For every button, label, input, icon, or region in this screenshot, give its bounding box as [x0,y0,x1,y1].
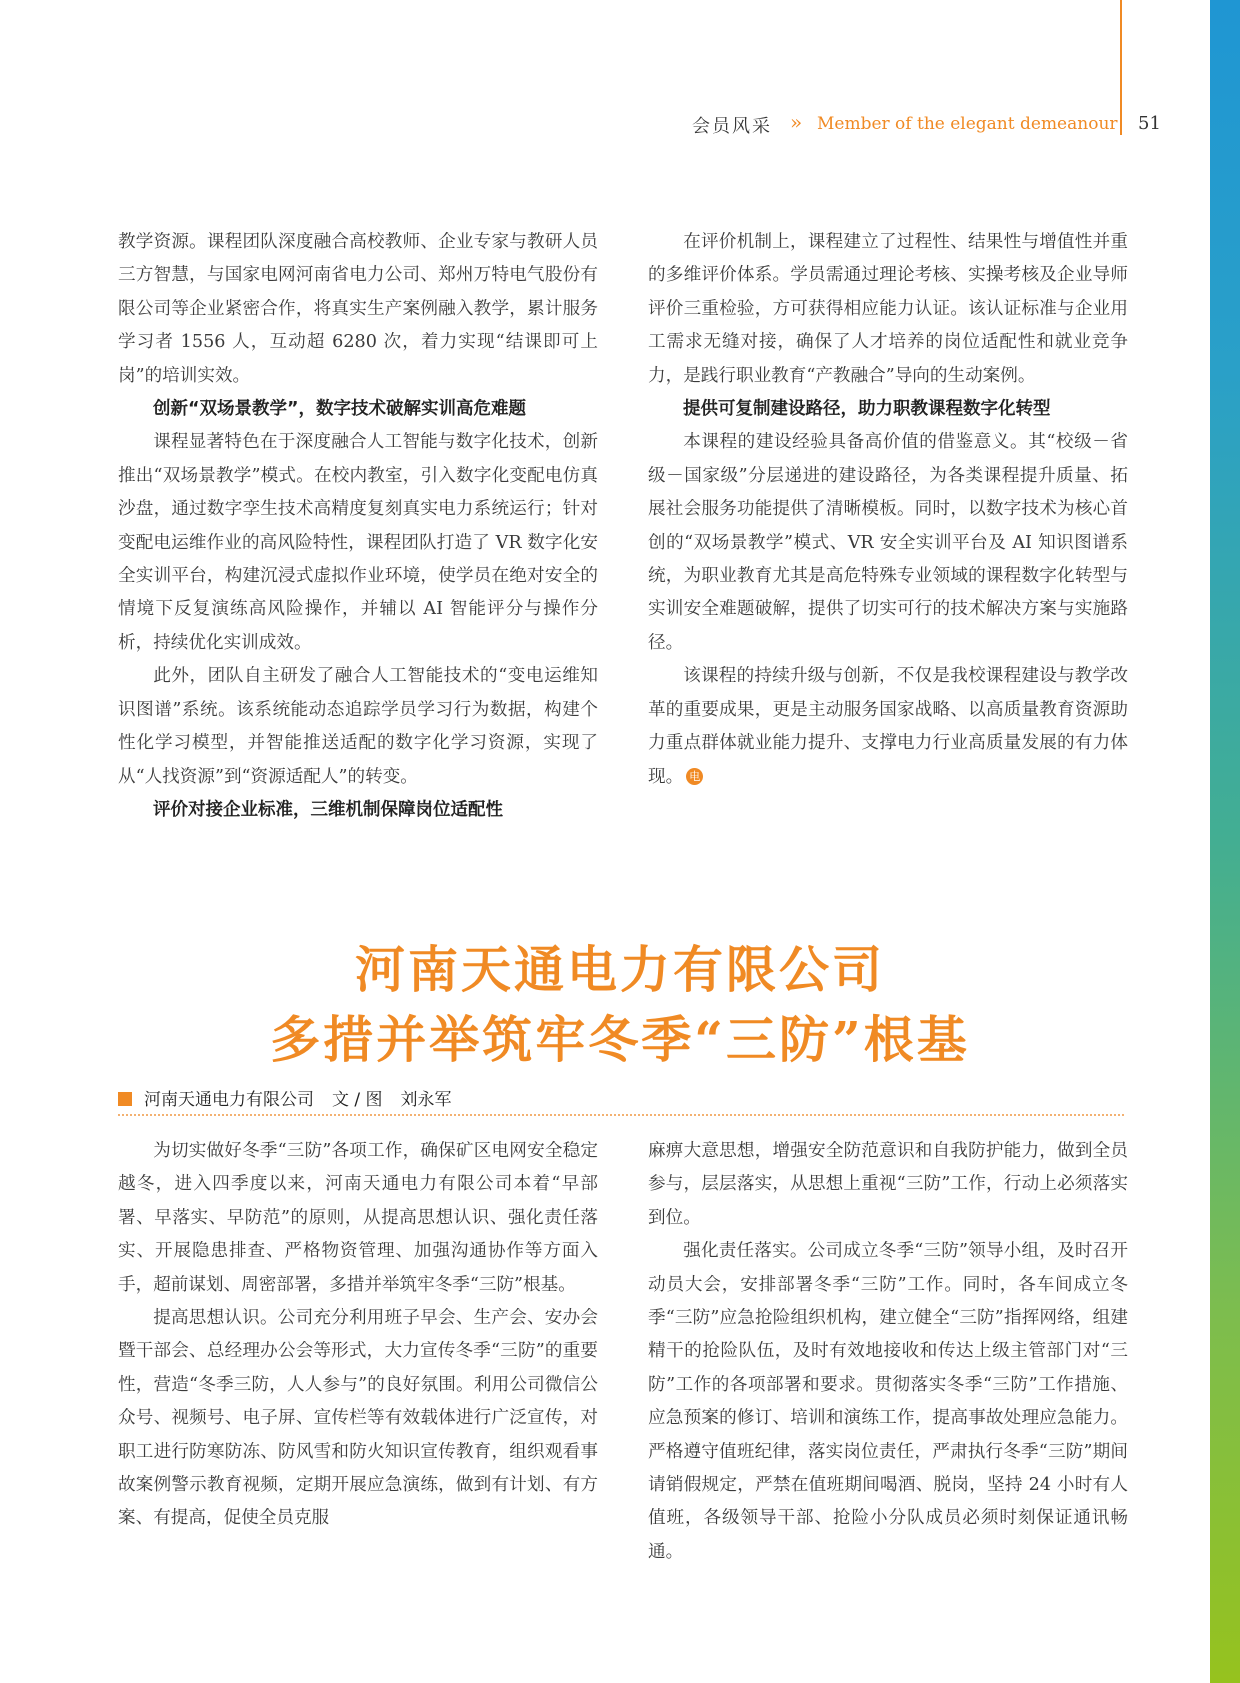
article-byline [118,1085,470,1109]
paragraph-text: 评价对接企业标准，三维机制保障岗位适配性 [153,799,503,820]
paragraph-text: 在评价机制上，课程建立了过程性、结果性与增值性并重的多维评价体系。学员需通过理论考核、实操考核及企业导师评价三重检验，方可获得相应能力认证。该认证标准与企业用工需求无缝对接，确保了人才培养的岗位适配性和就业竞争力，是践行职业教育“产教融合”导向的生动案例。 [648,232,1128,386]
section-heading [648,393,1128,426]
paragraph-text: 提高思想认识。公司充分利用班子早会、生产会、安办会暨干部会、总经理办公会等形式，大力宣传冬季“三防”的重要性，营造“冬季三防，人人参与”的良好氛围。利用公司微信公众号、视频号、电子屏、宣传栏等有效载体进行广泛宣传，对职工进行防寒防冻、防风雪和防火知识宣传教育，组织观看事故案例警示教育视频，定期开展应急演练，做到有计划、有方案、有提高，促使全员克服 [118,1308,598,1529]
section-title-en: Member of the elegant demeanour [817,114,1118,134]
byline-company: 河南天通电力有限公司 [144,1090,314,1110]
top-article-left-column [118,226,598,827]
paragraph-text: 强化责任落实。公司成立冬季“三防”领导小组，及时召开动员大会，安排部署冬季“三防”工作。同时，各车间成立冬季“三防”应急抢险组织机构，建立健全“三防”指挥网络，组建精干的抢险队伍，及时有效地接收和传达上级主管部门对“三防”工作的各项部署和要求。贯彻落实冬季“三防”工作措施、应急预案的修订、培训和演练工作，提高事故处理应急能力。严格遵守值班纪律，落实岗位责任，严肃执行冬季“三防”期间请销假规定，严禁在值班期间喝酒、脱岗，坚持 24 小时有人值班，各级领导干部、抢险小分队成员必须时刻保证通讯畅通。 [648,1241,1128,1562]
paragraph [648,660,1128,794]
orange-square-icon [118,1092,132,1106]
paragraph [118,226,598,393]
article-title-line2: 多措并举筑牢冬季“三防”根基 [270,1010,970,1069]
side-color-bar [1210,0,1240,1683]
paragraph-text: 本课程的建设经验具备高价值的借鉴意义。其“校级－省级－国家级”分层递进的建设路径，为各类课程提升质量、拓展社会服务功能提供了清晰模板。同时，以数字技术为核心首创的“双场景教学”模式、VR 安全实训平台及 AI 知识图谱系统，为职业教育尤其是高危特殊专业领域的课程数字化转型与实训安全难题破解，提供了切实可行的技术解决方案与实施路径。 [648,432,1128,653]
byline-author: 刘永军 [400,1090,452,1110]
top-article-right-column [648,226,1128,794]
section-heading [118,794,598,827]
page-header [0,108,1240,138]
paragraph [648,1235,1128,1569]
page-number: 51 [1138,113,1161,134]
article-title-line1: 河南天通电力有限公司 [355,940,885,999]
paragraph [118,1135,598,1302]
double-chevron-icon: » [790,110,803,134]
paragraph-text: 此外，团队自主研发了融合人工智能技术的“变电运维知识图谱”系统。该系统能动态追踪学员学习行为数据，构建个性化学习模型，并智能推送适配的数字化学习资源，实现了从“人找资源”到“资源适配人”的转变。 [118,666,598,787]
paragraph [118,426,598,660]
article-right-column [648,1135,1128,1569]
paragraph [648,426,1128,660]
paragraph-text: 提供可复制建设路径，助力职教课程数字化转型 [683,399,1051,420]
paragraph [648,1135,1128,1235]
paragraph-text: 课程显著特色在于深度融合人工智能与数字化技术，创新推出“双场景教学”模式。在校内教室，引入数字化变配电仿真沙盘，通过数字孪生技术高精度复刻真实电力系统运行；针对变配电运维作业的高风险特性，课程团队打造了 VR 数字化安全实训平台，构建沉浸式虚拟作业环境，使学员在绝对安全的情境下反复演练高风险操作，并辅以 AI 智能评分与操作分析，持续优化实训成效。 [118,432,598,653]
paragraph-text: 为切实做好冬季“三防”各项工作，确保矿区电网安全稳定越冬，进入四季度以来，河南天通电力有限公司本着“早部署、早落实、早防范”的原则，从提高思想认识、强化责任落实、开展隐患排查、严格物资管理、加强沟通协作等方面入手，超前谋划、周密部署，多措并举筑牢冬季“三防”根基。 [118,1141,598,1295]
paragraph-text: 教学资源。课程团队深度融合高校教师、企业专家与教研人员三方智慧，与国家电网河南省电力公司、郑州万特电气股份有限公司等企业紧密合作，将真实生产案例融入教学，累计服务学习者 1556 人，互动超 6280 次，着力实现“结课即可上岗”的培训实效。 [118,232,598,386]
paragraph [118,1302,598,1536]
end-mark-icon: 电 [686,768,703,785]
article-left-column [118,1135,598,1536]
paragraph [118,660,598,794]
section-heading [118,393,598,426]
byline-divider [118,1114,1124,1116]
paragraph [648,226,1128,393]
paragraph-text: 麻痹大意思想，增强安全防范意识和自我防护能力，做到全员参与，层层落实，从思想上重视“三防”工作，行动上必须落实到位。 [648,1141,1128,1228]
byline-role: 文 / 图 [332,1090,383,1110]
paragraph-text: 该课程的持续升级与创新，不仅是我校课程建设与教学改革的重要成果，更是主动服务国家战略、以高质量教育资源助力重点群体就业能力提升、支撑电力行业高质量发展的有力体现。 [648,666,1128,787]
paragraph-text: 创新“双场景教学”，数字技术破解实训高危难题 [153,399,527,420]
section-title-cn: 会员风采 [692,116,772,137]
